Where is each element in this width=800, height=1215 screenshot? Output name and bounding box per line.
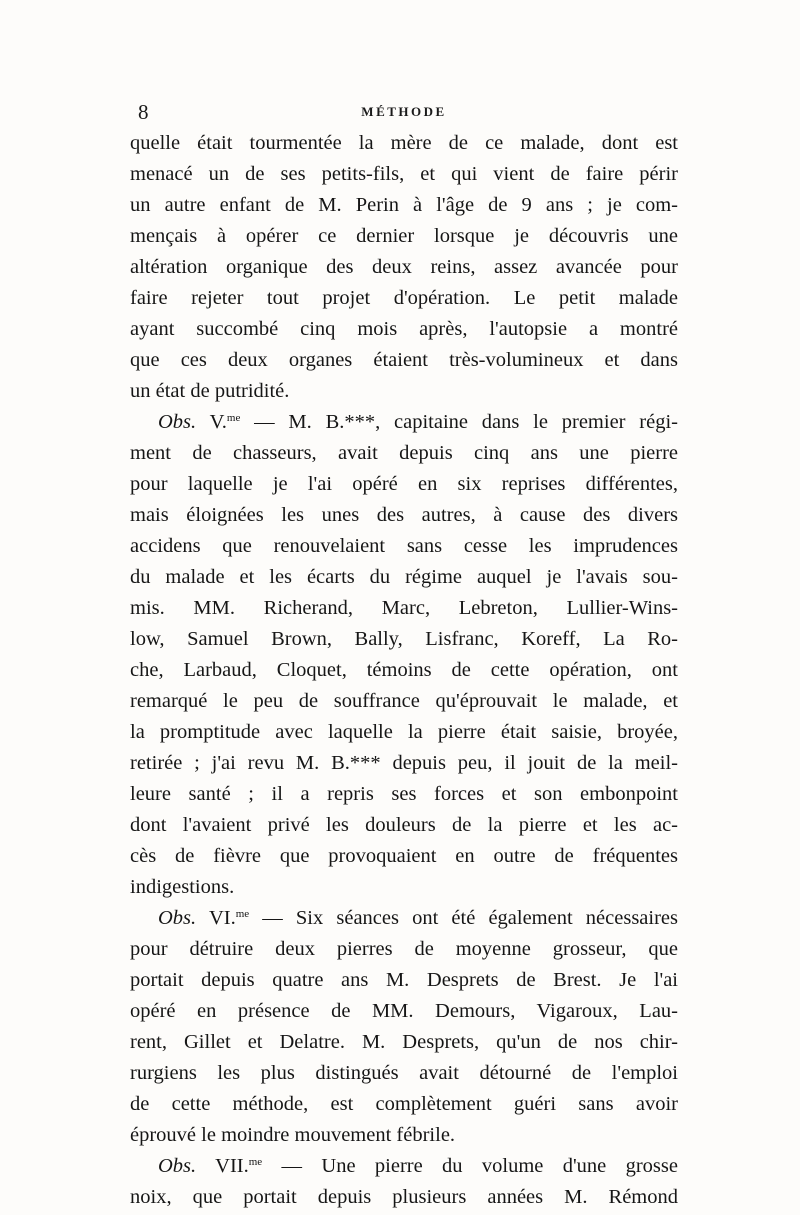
- ordinal-suffix: me: [226, 412, 241, 424]
- text-line: noix, que portait depuis plusieurs années M. Rémond: [130, 1186, 678, 1208]
- text-line: éprouvé le moindre mouvement fébrile.: [130, 1124, 456, 1146]
- text-line: pour détruire deux pierres de moyenne grosseur, que: [130, 938, 678, 960]
- text-line: mençais à opérer ce dernier lorsque je découvris une: [130, 225, 678, 247]
- text-line: pour laquelle je l'ai opéré en six reprises différentes,: [130, 473, 678, 495]
- observation-heading-line: [130, 1151, 678, 1182]
- observation-label: Obs.: [158, 907, 197, 929]
- text-line: remarqué le peu de souffrance qu'éprouvait le malade, et: [130, 690, 678, 712]
- body-text: [130, 128, 678, 1213]
- text-line: low, Samuel Brown, Bally, Lisfranc, Koreff, La Ro-: [130, 628, 678, 650]
- text-line: leure santé ; il a repris ses forces et son embonpoint: [130, 783, 678, 805]
- text-line: du malade et les écarts du régime auquel je l'avais sou-: [130, 566, 678, 588]
- observation-heading-line: [130, 407, 678, 438]
- text-line: indigestions.: [130, 876, 235, 898]
- text-line: mis. MM. Richerand, Marc, Lebreton, Lullier-Wins-: [130, 597, 678, 619]
- observation-text: — M. B.***, capitaine dans le premier régi-: [240, 411, 678, 433]
- text-line: cès de fièvre que provoquaient en outre de fréquentes: [130, 845, 678, 867]
- text-line: altération organique des deux reins, assez avancée pour: [130, 256, 678, 278]
- observation-text: — Une pierre du volume d'une grosse: [262, 1155, 678, 1177]
- text-line: rurgiens les plus distingués avait détourné de l'emploi: [130, 1062, 678, 1084]
- text-line: de cette méthode, est complètement guéri sans avoir: [130, 1093, 678, 1115]
- text-line: un autre enfant de M. Perin à l'âge de 9 ans ; je com-: [130, 194, 678, 216]
- text-line: dont l'avaient privé les douleurs de la pierre et les ac-: [130, 814, 678, 836]
- text-line: che, Larbaud, Cloquet, témoins de cette opération, ont: [130, 659, 678, 681]
- text-line: mais éloignées les unes des autres, à cause des divers: [130, 504, 678, 526]
- page-header: [134, 100, 674, 124]
- text-line: un état de putridité.: [130, 380, 290, 402]
- text-line: quelle était tourmentée la mère de ce malade, dont est: [130, 132, 678, 154]
- text-line: que ces deux organes étaient très-volumineux et dans: [130, 349, 678, 371]
- text-line: retirée ; j'ai revu M. B.*** depuis peu, il jouit de la meil-: [130, 752, 678, 774]
- text-line: faire rejeter tout projet d'opération. Le petit malade: [130, 287, 678, 309]
- observation-number: V.: [209, 411, 227, 433]
- ordinal-suffix: me: [235, 908, 250, 920]
- observation-heading-line: [130, 903, 678, 934]
- observation-label: Obs.: [158, 411, 197, 433]
- page-number: 8: [138, 100, 149, 124]
- observation-number: VI.: [208, 907, 236, 929]
- text-line: portait depuis quatre ans M. Desprets de Brest. Je l'ai: [130, 969, 678, 991]
- text-line: rent, Gillet et Delatre. M. Desprets, qu'un de nos chir-: [130, 1031, 678, 1053]
- observation-text: — Six séances ont été également nécessaires: [249, 907, 678, 929]
- text-line: opéré en présence de MM. Demours, Vigaroux, Lau-: [130, 1000, 678, 1022]
- text-line: la promptitude avec laquelle la pierre était saisie, broyée,: [130, 721, 678, 743]
- text-line: ayant succombé cinq mois après, l'autopsie a montré: [130, 318, 678, 340]
- text-line: ment de chasseurs, avait depuis cinq ans une pierre: [130, 442, 678, 464]
- observation-label: Obs.: [158, 1155, 197, 1177]
- text-line: accidens que renouvelaient sans cesse les imprudences: [130, 535, 678, 557]
- text-line: menacé un de ses petits-fils, et qui vient de faire périr: [130, 163, 678, 185]
- running-title: MÉTHODE: [361, 104, 447, 119]
- ordinal-suffix: me: [248, 1156, 263, 1168]
- observation-number: VII.: [215, 1155, 249, 1177]
